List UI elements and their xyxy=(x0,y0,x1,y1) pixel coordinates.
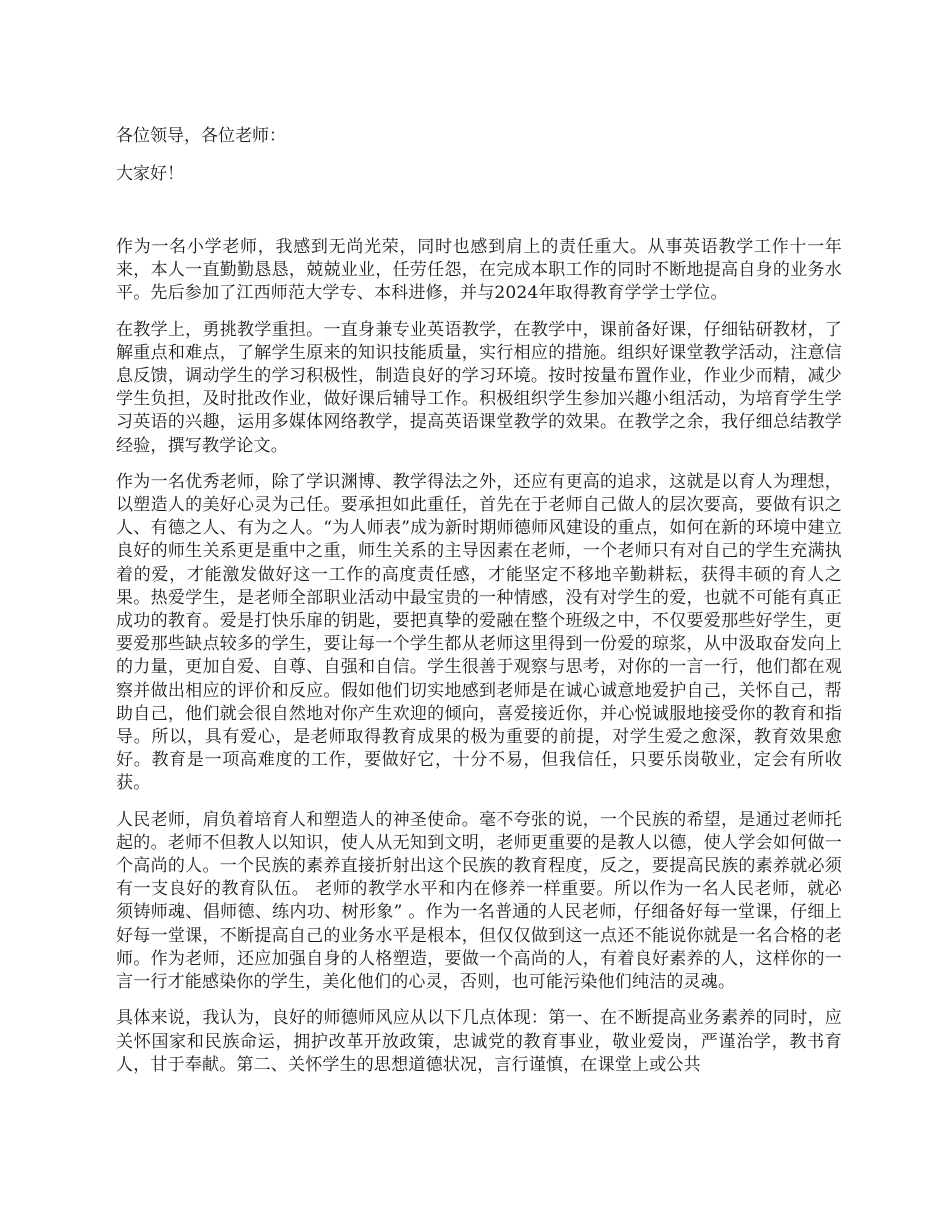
paragraph-2: 在教学上，勇挑教学重担。一直身兼专业英语教学，在教学中，课前备好课，仔细钻研教材，了解重点和难点，了解学生原来的知识技能质量，实行相应的措施。组织好课堂教学活动，注意信息反馈，调动学生的学习积极性，制造良好的学习环境。按时按量布置作业，作业少而精，减少学生负担，及时批改作业，做好课后辅导工作。积极组织学生参加兴趣小组活动，为培育学生学习英语的兴趣，运用多媒体网络教学，提高英语课堂教学的效果。在教学之余，我仔细总结教学经验，撰写教学论文。 xyxy=(116,319,842,456)
paragraph-5: 具体来说，我认为，良好的师德师风应从以下几点体现：第一、在不断提高业务素养的同时，应关怀国家和民族命运，拥护改革开放政策，忠诚党的教育事业，敬业爱岗，严谨治学，教书育人，甘于奉献。第二、关怀学生的思想道德状况，言行谨慎，在课堂上或公共 xyxy=(116,1008,842,1075)
blank-line xyxy=(116,200,842,236)
paragraph-1: 作为一名小学老师，我感到无尚光荣，同时也感到肩上的责任重大。从事英语教学工作十一年来，本人一直勤勤恳恳，兢兢业业，任劳任怨，在完成本职工作的同时不断地提高自身的业务水平。先后参加了江西师范大学专、本科进修，并与2024年取得教育学学士学位。 xyxy=(116,237,842,304)
greeting: 大家好！ xyxy=(116,164,184,184)
paragraph-3: 作为一名优秀老师，除了学识渊博、教学得法之外，还应有更高的追求，这就是以育人为理想，以塑造人的美好心灵为己任。要承担如此重任，首先在于老师自己做人的层次要高，要做有识之人、有德之人、有为之人。“为人师表”成为新时期师德师风建设的重点，如何在新的环境中建立良好的师生关系更是重中之重，师生关系的主导因素在老师，一个老师只有对自己的学生充满执着的爱，才能激发做好这一工作的高度责任感，才能坚定不移地辛勤耕耘，获得丰硕的育人之果。热爱学生，是老师全部职业活动中最宝贵的一种情感，没有对学生的爱，也就不可能有真正成功的教育。爱是打快乐扉的钥匙，要把真挚的爱融在整个班级之中，不仅要爱那些好学生，更要爱那些缺点较多的学生，要让每一个学生都从老师这里得到一份爱的琼浆，从中汲取奋发向上的力量，更加自爱、自尊、自强和自信。学生很善于观察与思考，对你的一言一行，他们都在观察并做出相应的评价和反应。假如他们切实地感到老师是在诚心诚意地爱护自己，关怀自己，帮助自己，他们就会很自然地对你产生欢迎的倾向，喜爱接近你，并心悦诚服地接受你的教育和指导。所以，具有爱心，是老师取得教育成果的极为重要的前提，对学生爱之愈深，教育效果愈好。教育是一项高难度的工作，要做好它，十分不易，但我信任，只要乐岗敬业，定会有所收获。 xyxy=(116,471,842,794)
paragraph-4: 人民老师，肩负着培育人和塑造人的神圣使命。毫不夸张的说，一个民族的希望，是通过老师托起的。老师不但教人以知识，使人从无知到文明，老师更重要的是教人以德，使人学会如何做一个高尚的人。一个民族的素养直接折射出这个民族的教育程度，反之，要提高民族的素养就必须有一支良好的教育队伍。 老师的教学水平和内在修养一样重要。所以作为一名人民老师，就必须铸师魂、倡师德、练内功、树形象” 。作为一名普通的人民老师，仔细备好每一堂课，仔细上好每一堂课，不断提高自己的业务水平是根本，但仅仅做到这一点还不能说你就是一名合格的老师。作为老师，还应加强自身的人格塑造，要做一个高尚的人，有着良好素养的人，这样你的一言一行才能感染你的学生，美化他们的心灵，否则，也可能污染他们纯洁的灵魂。 xyxy=(116,809,842,993)
document-page xyxy=(116,124,842,1090)
salutation: 各位领导，各位老师： xyxy=(116,126,286,146)
